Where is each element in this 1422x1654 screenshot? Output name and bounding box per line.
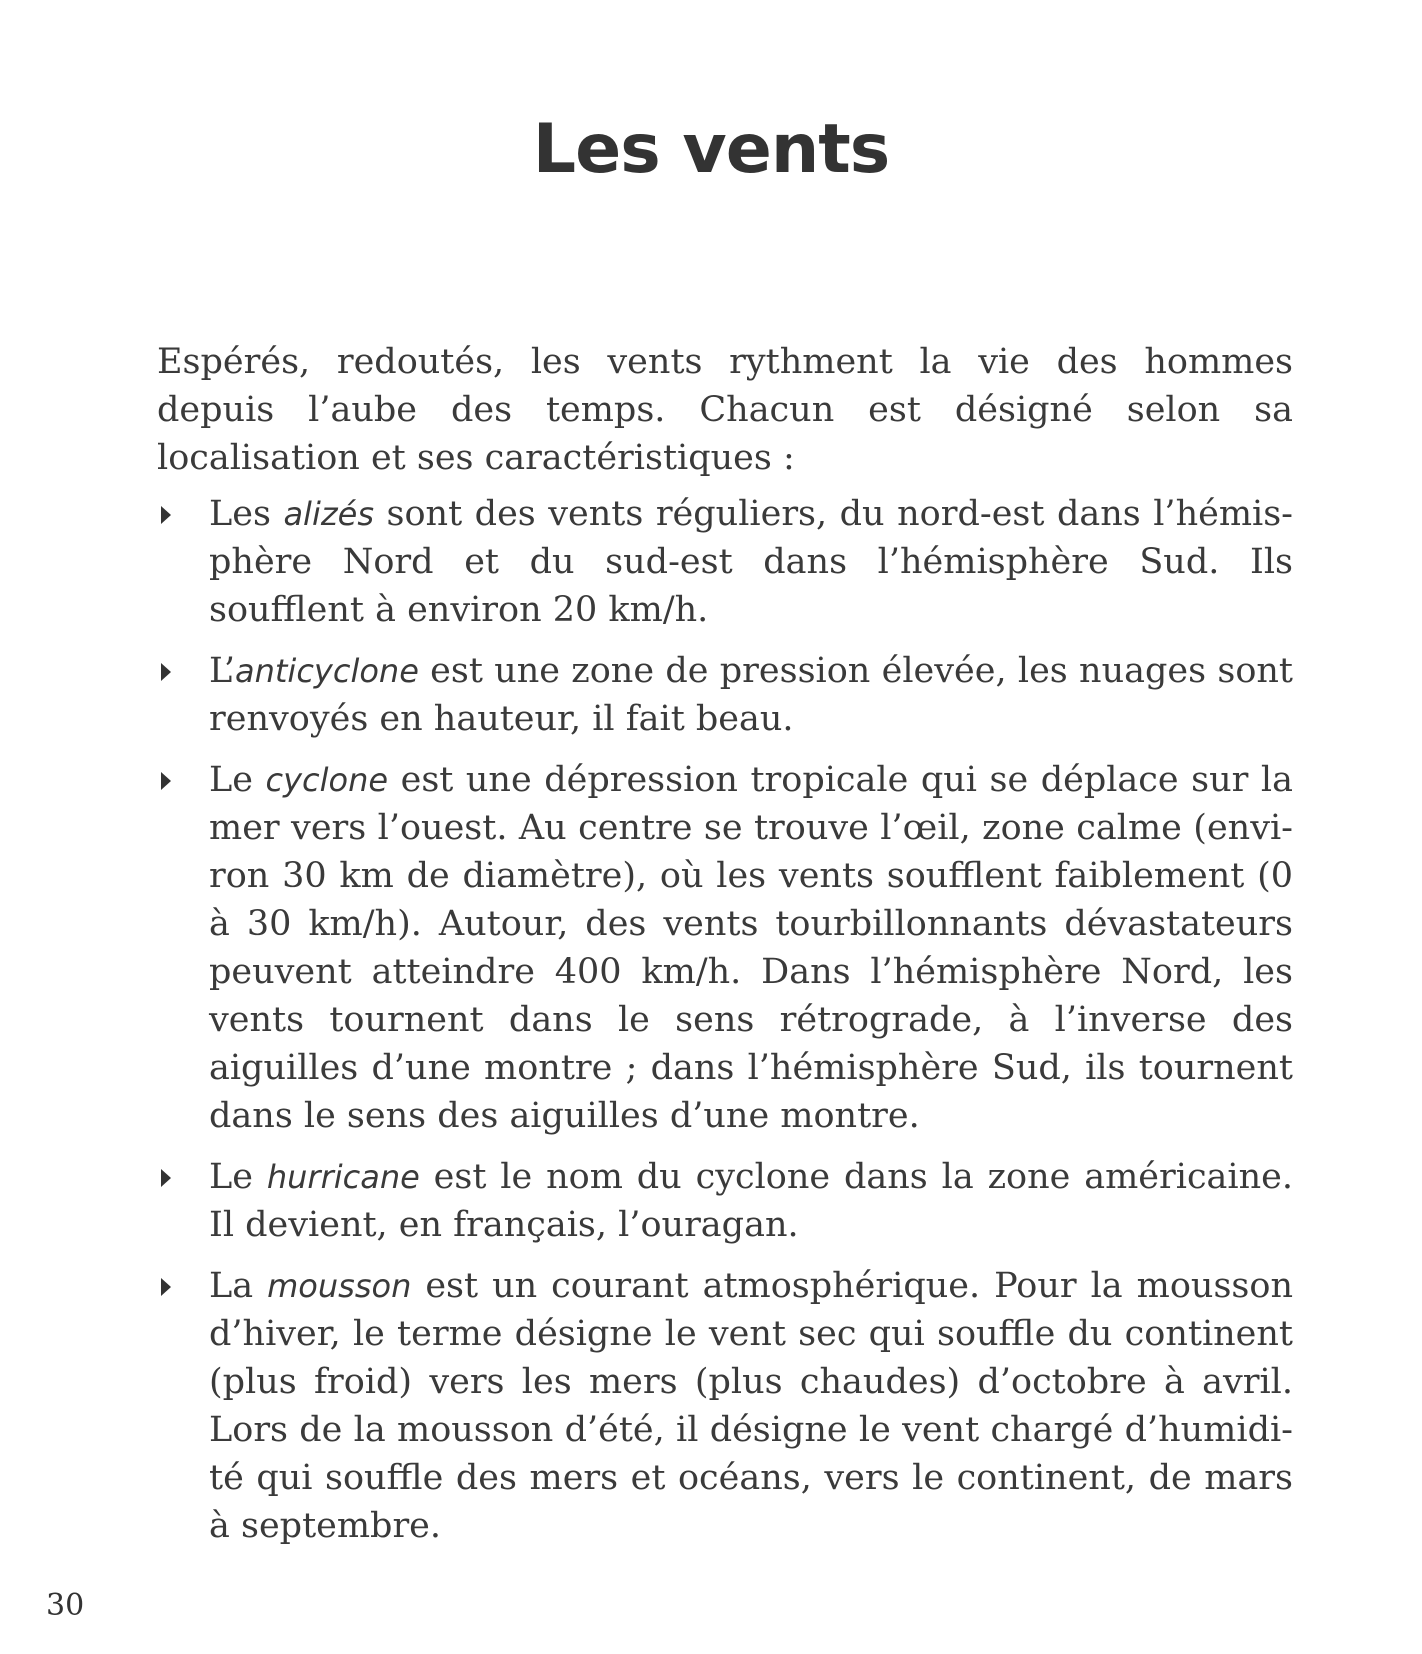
triangle-bullet-icon xyxy=(161,1169,171,1187)
item-prefix: Le xyxy=(209,760,266,800)
item-prefix: La xyxy=(209,1266,268,1306)
list-item xyxy=(157,647,1293,743)
item-text: est un courant atmosphérique. Pour la mousson d’hiver, le terme désigne le vent sec qui souffle du continent (plus froid) vers les mers (plus chaudes) d’octobre à avril. Lors de la mousson d’été, il désigne le vent chargé d’humidité qui souffle des mers et océans, vers le continent, de mars à septembre. xyxy=(209,1266,1293,1546)
item-term: mousson xyxy=(267,1267,412,1305)
list-item xyxy=(157,1153,1293,1249)
item-text: est une dépression tropicale qui se déplace sur la mer vers l’ouest. Au centre se trouve l’œil, zone calme (environ 30 km de diamètre), où les vents soufflent faiblement (0 à 30 km/h). Autour, des vents tourbillonnants dévastateurs peuvent atteindre 400 km/h. Dans l’hémisphère Nord, les vents tournent dans le sens rétrograde, à l’inverse des aiguilles d’une montre ; dans l’hémisphère Sud, ils tournent dans le sens des aiguilles d’une montre. xyxy=(209,760,1293,1136)
page-title: Les vents xyxy=(532,110,890,189)
triangle-bullet-icon xyxy=(161,772,171,790)
item-text: sont des vents réguliers, du nord-est dans l’hémisphère Nord et du sud-est dans l’hémisphère Sud. Ils soufflent à environ 20 km/h. xyxy=(209,494,1293,630)
page-number: 30 xyxy=(46,1588,85,1623)
item-term: cyclone xyxy=(265,761,389,799)
item-prefix: L’ xyxy=(209,651,235,691)
page-content xyxy=(157,338,1293,1563)
triangle-bullet-icon xyxy=(161,506,171,524)
item-prefix: Le xyxy=(209,1157,267,1197)
item-text: est le nom du cyclone dans la zone américaine. Il devient, en français, l’ouragan. xyxy=(209,1157,1293,1245)
item-prefix: Les xyxy=(209,494,284,534)
wind-list xyxy=(157,490,1293,1550)
list-item xyxy=(157,756,1293,1140)
item-text: est une zone de pression élevée, les nuages sont renvoyés en hauteur, il fait beau. xyxy=(209,651,1293,739)
triangle-bullet-icon xyxy=(161,1278,171,1296)
item-term: hurricane xyxy=(266,1158,420,1196)
triangle-bullet-icon xyxy=(161,663,171,681)
intro-paragraph: Espérés, redoutés, les vents rythment la vie des hommes depuis l’aube des temps. Chacun est désigné selon sa localisation et ses caractéristiques : xyxy=(157,342,1293,478)
item-term: alizés xyxy=(283,495,374,533)
item-term: anticyclone xyxy=(234,652,419,690)
list-item xyxy=(157,490,1293,634)
list-item xyxy=(157,1262,1293,1550)
